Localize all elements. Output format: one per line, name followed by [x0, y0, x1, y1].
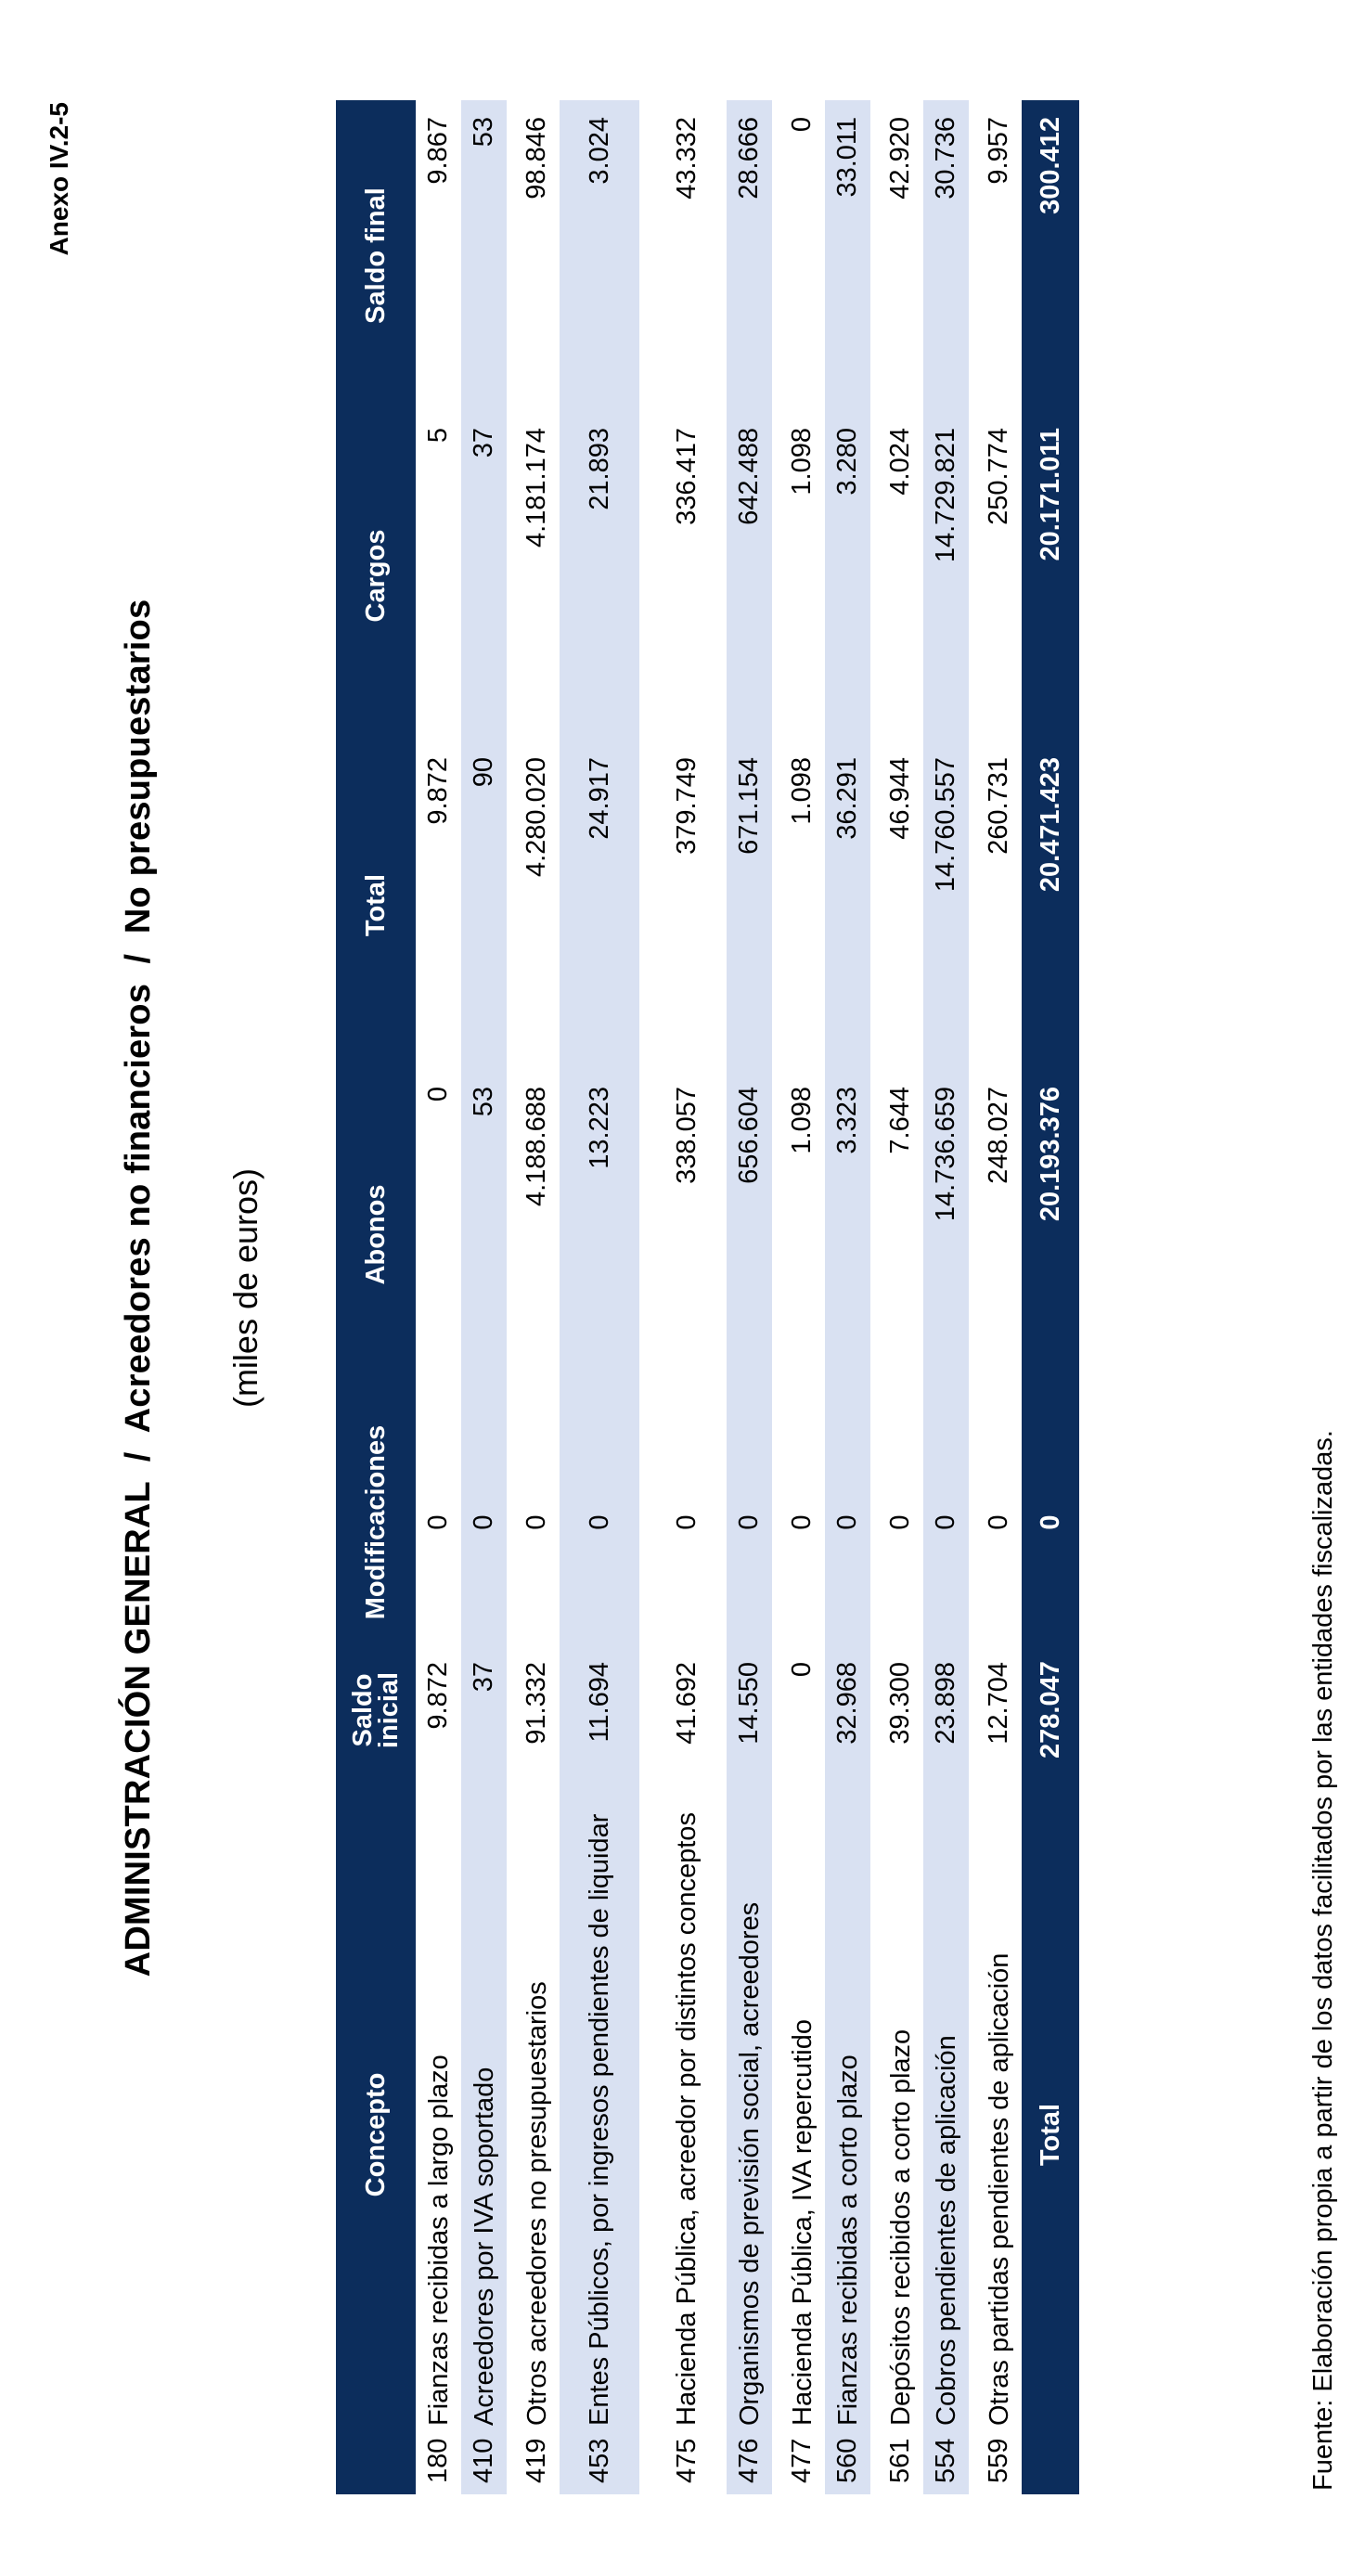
row-abonos: 0 [416, 1070, 461, 1399]
row-code: 419 [514, 2429, 560, 2494]
row-cargos: 4.024 [878, 411, 923, 741]
row-concept: Otras partidas pendientes de aplicación [976, 1775, 1022, 2429]
row-cargos: 37 [461, 411, 514, 741]
row-total: 46.944 [878, 741, 923, 1070]
row-cargos: 5 [416, 411, 461, 741]
row-saldo-final: 0 [779, 100, 825, 411]
row-saldo-final: 3.024 [560, 100, 647, 411]
row-saldo-inicial: 9.872 [416, 1645, 461, 1775]
page-title: ADMINISTRACIÓN GENERAL / Acreedores no financieros / No presupuestarios [119, 599, 158, 1977]
row-code: 560 [825, 2429, 878, 2494]
row-modificaciones: 0 [976, 1399, 1022, 1645]
row-abonos: 1.098 [779, 1070, 825, 1399]
total-label: Total [1022, 1775, 1079, 2494]
row-abonos: 338.057 [647, 1070, 727, 1399]
row-total: 14.760.557 [923, 741, 976, 1070]
row-saldo-final: 28.666 [727, 100, 779, 411]
row-concept: Cobros pendientes de aplicación [923, 1775, 976, 2429]
row-total: 90 [461, 741, 514, 1070]
table-row [461, 100, 514, 2494]
row-concept: Organismos de previsión social, acreedores [727, 1775, 779, 2429]
row-concept: Fianzas recibidas a corto plazo [825, 1775, 878, 2429]
total-saldo-final: 300.412 [1022, 100, 1079, 411]
row-cargos: 642.488 [727, 411, 779, 741]
row-modificaciones: 0 [461, 1399, 514, 1645]
row-code: 453 [560, 2429, 647, 2494]
row-code: 180 [416, 2429, 461, 2494]
row-total: 379.749 [647, 741, 727, 1070]
header-modificaciones: Modificaciones [336, 1399, 416, 1645]
row-code: 561 [878, 2429, 923, 2494]
row-saldo-inicial: 12.704 [976, 1645, 1022, 1775]
row-total: 24.917 [560, 741, 647, 1070]
row-concept: Depósitos recibidos a corto plazo [878, 1775, 923, 2429]
row-saldo-final: 33.011 [825, 100, 878, 411]
table-row [878, 100, 923, 2494]
row-modificaciones: 0 [416, 1399, 461, 1645]
table-row [779, 100, 825, 2494]
row-abonos: 13.223 [560, 1070, 647, 1399]
header-saldo-final: Saldo final [336, 100, 416, 411]
row-cargos: 336.417 [647, 411, 727, 741]
row-modificaciones: 0 [825, 1399, 878, 1645]
row-modificaciones: 0 [779, 1399, 825, 1645]
row-abonos: 248.027 [976, 1070, 1022, 1399]
total-abonos: 20.193.376 [1022, 1070, 1079, 1399]
total-total: 20.471.423 [1022, 741, 1079, 1070]
row-cargos: 14.729.821 [923, 411, 976, 741]
row-saldo-final: 42.920 [878, 100, 923, 411]
row-cargos: 1.098 [779, 411, 825, 741]
table-row [825, 100, 878, 2494]
row-modificaciones: 0 [878, 1399, 923, 1645]
row-code: 559 [976, 2429, 1022, 2494]
row-total: 1.098 [779, 741, 825, 1070]
table-total-row [1022, 100, 1079, 2494]
row-concept: Fianzas recibidas a largo plazo [416, 1775, 461, 2429]
table-row [923, 100, 976, 2494]
table-row [416, 100, 461, 2494]
row-total: 9.872 [416, 741, 461, 1070]
header-saldo-inicial-line1: Saldo [348, 1673, 378, 1747]
row-saldo-final: 98.846 [514, 100, 560, 411]
row-concept: Otros acreedores no presupuestarios [514, 1775, 560, 2429]
row-abonos: 3.323 [825, 1070, 878, 1399]
total-saldo-inicial: 278.047 [1022, 1645, 1079, 1775]
row-code: 410 [461, 2429, 514, 2494]
row-cargos: 250.774 [976, 411, 1022, 741]
row-modificaciones: 0 [647, 1399, 727, 1645]
row-saldo-inicial: 23.898 [923, 1645, 976, 1775]
row-total: 671.154 [727, 741, 779, 1070]
table-row [647, 100, 727, 2494]
row-concept: Entes Públicos, por ingresos pendientes de liquidar [560, 1775, 647, 2429]
header-saldo-inicial [336, 1645, 416, 1775]
row-code: 477 [779, 2429, 825, 2494]
row-cargos: 3.280 [825, 411, 878, 741]
row-saldo-inicial: 0 [779, 1645, 825, 1775]
row-saldo-inicial: 32.968 [825, 1645, 878, 1775]
row-modificaciones: 0 [514, 1399, 560, 1645]
row-concept: Acreedores por IVA soportado [461, 1775, 514, 2429]
row-saldo-inicial: 11.694 [560, 1645, 647, 1775]
header-total: Total [336, 741, 416, 1070]
row-cargos: 4.181.174 [514, 411, 560, 741]
table-row [727, 100, 779, 2494]
row-concept: Hacienda Pública, IVA repercutido [779, 1775, 825, 2429]
row-abonos: 656.604 [727, 1070, 779, 1399]
row-abonos: 7.644 [878, 1070, 923, 1399]
header-cargos: Cargos [336, 411, 416, 741]
row-modificaciones: 0 [923, 1399, 976, 1645]
header-concepto: Concepto [336, 1775, 416, 2494]
row-code: 476 [727, 2429, 779, 2494]
source-note: Fuente: Elaboración propia a partir de los datos facilitados por las entidades fiscalizadas. [1308, 1430, 1338, 2491]
row-code: 475 [647, 2429, 727, 2494]
table-row [976, 100, 1022, 2494]
table-row [514, 100, 560, 2494]
row-modificaciones: 0 [727, 1399, 779, 1645]
row-total: 36.291 [825, 741, 878, 1070]
creditors-table [336, 100, 1079, 2494]
units-note: (miles de euros) [226, 1167, 264, 1409]
total-modificaciones: 0 [1022, 1399, 1079, 1645]
total-cargos: 20.171.011 [1022, 411, 1079, 741]
row-abonos: 14.736.659 [923, 1070, 976, 1399]
row-abonos: 53 [461, 1070, 514, 1399]
row-concept: Hacienda Pública, acreedor por distintos conceptos [647, 1775, 727, 2429]
header-abonos: Abonos [336, 1070, 416, 1399]
row-saldo-inicial: 37 [461, 1645, 514, 1775]
row-saldo-inicial: 14.550 [727, 1645, 779, 1775]
row-saldo-inicial: 39.300 [878, 1645, 923, 1775]
row-abonos: 4.188.688 [514, 1070, 560, 1399]
row-saldo-final: 30.736 [923, 100, 976, 411]
row-saldo-final: 9.957 [976, 100, 1022, 411]
row-total: 4.280.020 [514, 741, 560, 1070]
row-saldo-inicial: 91.332 [514, 1645, 560, 1775]
row-saldo-final: 53 [461, 100, 514, 411]
row-code: 554 [923, 2429, 976, 2494]
annex-label: Anexo IV.2-5 [45, 102, 73, 256]
row-saldo-final: 43.332 [647, 100, 727, 411]
row-saldo-inicial: 41.692 [647, 1645, 727, 1775]
row-saldo-final: 9.867 [416, 100, 461, 411]
row-total: 260.731 [976, 741, 1022, 1070]
header-saldo-inicial-line2: inicial [374, 1671, 404, 1749]
table-header-row [336, 100, 416, 2494]
table-row [560, 100, 647, 2494]
row-cargos: 21.893 [560, 411, 647, 741]
row-modificaciones: 0 [560, 1399, 647, 1645]
